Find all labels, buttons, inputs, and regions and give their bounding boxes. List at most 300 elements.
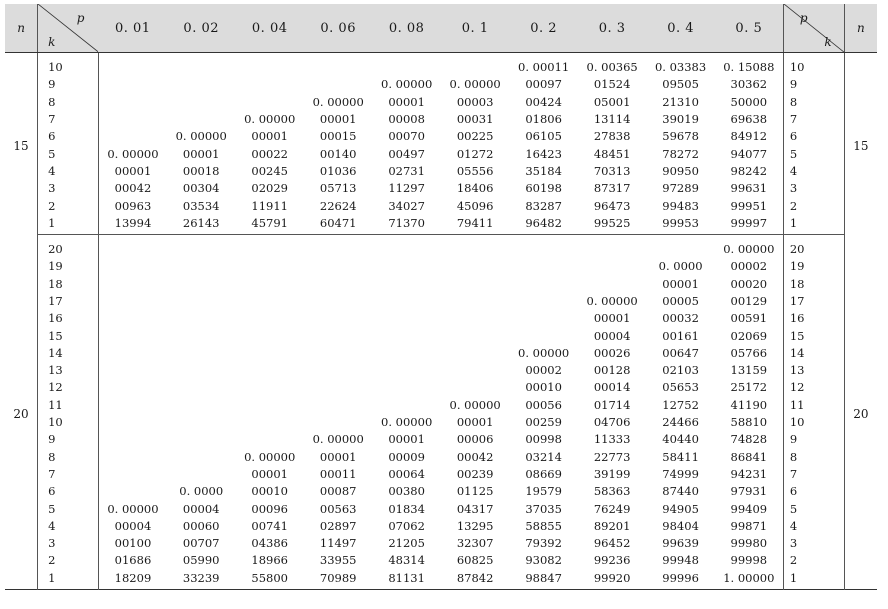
n-value-right: 20 [844, 234, 877, 589]
probability-cell: 00004 [593, 328, 631, 343]
probability-cell: 59678 [662, 129, 699, 144]
probability-cell [235, 327, 303, 344]
table-row [5, 327, 877, 344]
probability-cell [304, 276, 372, 293]
table-row [5, 276, 877, 293]
p-header-0: 0. 01 [98, 4, 166, 53]
probability-cell: 0. 00000 [107, 146, 159, 161]
probability-cell: 58411 [662, 449, 699, 464]
k-value-left: 13 [38, 362, 99, 379]
p-header-4: 0. 08 [372, 4, 440, 53]
probability-cell: 00128 [593, 363, 631, 378]
probability-cell: 33955 [319, 553, 357, 568]
p-header-8: 0. 4 [646, 4, 714, 53]
probability-cell: 01806 [525, 112, 562, 127]
probability-cell: 00005 [662, 294, 699, 308]
probability-cell: 0. 00000 [449, 397, 501, 412]
probability-cell [372, 53, 440, 77]
probability-cell: 01272 [456, 146, 494, 161]
k-value-left: 20 [38, 234, 99, 258]
probability-cell [98, 379, 166, 396]
k-value-left: 1 [38, 215, 99, 235]
k-value-right: 20 [783, 234, 844, 258]
table-row [5, 197, 877, 214]
probability-cell: 22624 [319, 198, 357, 213]
k-value-right: 18 [783, 276, 844, 293]
probability-cell: 0. 00000 [723, 242, 775, 257]
table-row [5, 518, 877, 535]
binomial-table-page [5, 4, 877, 590]
probability-cell: 02069 [730, 328, 768, 343]
probability-cell [98, 128, 166, 145]
probability-cell: 00259 [525, 415, 562, 430]
probability-cell [235, 94, 303, 111]
probability-cell [235, 76, 303, 93]
k-value-right: 7 [783, 466, 844, 483]
probability-cell: 0. 00000 [518, 345, 570, 360]
probability-cell [372, 345, 440, 362]
probability-cell [235, 53, 303, 77]
probability-cell: 93082 [525, 553, 562, 568]
k-value-right: 9 [783, 431, 844, 448]
probability-cell: 00161 [662, 328, 699, 343]
table-row [5, 180, 877, 197]
probability-cell: 0. 0000 [179, 484, 224, 499]
probability-cell [235, 362, 303, 379]
probability-cell: 00001 [251, 466, 288, 481]
probability-cell: 60825 [456, 553, 494, 568]
probability-cell: 00064 [388, 466, 425, 481]
probability-cell: 00070 [388, 129, 425, 144]
probability-cell: 48314 [388, 553, 425, 568]
probability-cell: 58855 [525, 518, 562, 533]
probability-cell [235, 310, 303, 327]
probability-cell [304, 414, 372, 431]
probability-cell: 09505 [662, 77, 699, 92]
probability-cell: 81131 [388, 570, 425, 585]
p-header-2: 0. 04 [235, 4, 303, 53]
n-value-right: 15 [844, 53, 877, 235]
probability-cell: 32307 [456, 536, 494, 551]
table-row [5, 379, 877, 396]
probability-cell: 01125 [456, 484, 494, 499]
probability-cell: 03534 [182, 198, 220, 213]
probability-cell [304, 362, 372, 379]
probability-cell: 98242 [730, 163, 768, 178]
probability-cell: 0. 00000 [175, 129, 227, 144]
probability-cell: 07062 [388, 518, 425, 533]
probability-cell [441, 293, 509, 310]
probability-cell [98, 293, 166, 310]
probability-cell [167, 397, 235, 414]
p-header-6: 0. 2 [509, 4, 577, 53]
probability-cell: 99236 [593, 553, 631, 568]
k-value-left: 1 [38, 570, 99, 590]
probability-cell [304, 293, 372, 310]
p-header-3: 0. 06 [304, 4, 372, 53]
probability-cell: 0. 00000 [312, 432, 364, 447]
p-header-1: 0. 02 [167, 4, 235, 53]
probability-cell: 98404 [662, 518, 699, 533]
probability-cell: 00004 [182, 501, 220, 516]
probability-cell: 00042 [456, 449, 494, 464]
probability-cell [441, 327, 509, 344]
probability-cell: 13994 [98, 215, 166, 235]
probability-cell: 00056 [525, 397, 562, 412]
probability-cell [98, 53, 166, 77]
probability-cell [372, 258, 440, 275]
probability-cell: 05001 [593, 94, 631, 109]
probability-cell: 00001 [388, 94, 425, 109]
table-row [5, 145, 877, 162]
probability-cell: 78272 [662, 146, 699, 161]
k-value-left: 9 [38, 76, 99, 93]
k-value-right: 11 [783, 397, 844, 414]
k-value-right: 8 [783, 94, 844, 111]
probability-cell: 55800 [251, 570, 288, 585]
k-value-left: 5 [38, 500, 99, 517]
probability-cell: 00245 [251, 163, 288, 178]
k-value-left: 4 [38, 163, 99, 180]
probability-cell: 99997 [715, 215, 783, 235]
probability-cell [304, 234, 372, 258]
k-value-right: 15 [783, 327, 844, 344]
probability-cell [235, 379, 303, 396]
probability-cell: 0. 03383 [654, 60, 707, 75]
probability-cell [98, 466, 166, 483]
n-value-left: 20 [5, 234, 38, 589]
k-value-right: 6 [783, 128, 844, 145]
probability-cell: 00010 [525, 380, 562, 395]
probability-cell: 00008 [388, 112, 425, 127]
probability-cell [167, 362, 235, 379]
probability-cell [578, 276, 646, 293]
probability-cell: 0. 00000 [586, 294, 638, 308]
p-k-diagonal-header-left [38, 4, 99, 53]
probability-cell: 04386 [251, 536, 288, 551]
table-row [5, 310, 877, 327]
probability-cell: 34027 [388, 198, 425, 213]
probability-cell: 00140 [319, 146, 357, 161]
probability-cell: 69638 [730, 112, 768, 127]
probability-cell: 01036 [319, 163, 357, 178]
k-value-right: 10 [783, 414, 844, 431]
probability-cell [304, 327, 372, 344]
probability-cell: 00020 [730, 276, 768, 291]
probability-cell [167, 53, 235, 77]
probability-cell: 00998 [525, 432, 562, 447]
probability-cell: 05653 [662, 380, 699, 395]
probability-cell: 0. 00365 [586, 60, 638, 75]
probability-cell: 39199 [593, 466, 631, 481]
probability-cell [304, 258, 372, 275]
probability-cell: 0. 00000 [244, 112, 296, 127]
probability-cell: 79392 [525, 536, 562, 551]
probability-cell: 0. 0000 [658, 259, 703, 274]
k-value-left: 2 [38, 197, 99, 214]
k-value-right: 17 [783, 293, 844, 310]
probability-cell: 00001 [456, 415, 494, 430]
table-row [5, 414, 877, 431]
probability-cell: 11333 [593, 432, 631, 447]
probability-cell [578, 234, 646, 258]
probability-cell: 00002 [730, 259, 768, 274]
n-header-right: n [844, 4, 877, 53]
probability-cell: 00096 [251, 501, 288, 516]
probability-cell: 87842 [456, 570, 494, 585]
k-value-left: 19 [38, 258, 99, 275]
probability-cell: 00424 [525, 94, 562, 109]
probability-cell: 40440 [662, 432, 699, 447]
probability-cell [167, 94, 235, 111]
probability-cell: 00097 [525, 77, 562, 92]
k-value-right: 6 [783, 483, 844, 500]
probability-cell: 99951 [730, 198, 768, 213]
probability-cell [304, 397, 372, 414]
probability-cell [509, 327, 577, 344]
k-value-right: 4 [783, 163, 844, 180]
probability-cell: 41190 [730, 397, 768, 412]
k-value-right: 16 [783, 310, 844, 327]
probability-cell: 04706 [593, 415, 631, 430]
probability-cell: 96473 [593, 198, 631, 213]
header-row [5, 4, 877, 53]
probability-cell: 0. 00000 [244, 449, 296, 464]
table-row [5, 500, 877, 517]
table-row [5, 570, 877, 590]
probability-cell [372, 379, 440, 396]
probability-cell [98, 276, 166, 293]
k-value-left: 11 [38, 397, 99, 414]
table-row [5, 111, 877, 128]
probability-cell [304, 310, 372, 327]
probability-cell: 94905 [662, 501, 699, 516]
probability-cell: 00001 [593, 311, 631, 326]
probability-cell: 30362 [730, 77, 768, 92]
probability-cell: 00032 [662, 311, 699, 326]
p-header-5: 0. 1 [441, 4, 509, 53]
probability-cell: 87440 [662, 484, 699, 499]
probability-cell [441, 276, 509, 293]
p-header-7: 0. 3 [578, 4, 646, 53]
k-value-left: 7 [38, 111, 99, 128]
probability-cell: 97289 [662, 181, 699, 196]
k-label-right: k [824, 35, 832, 49]
k-value-right: 19 [783, 258, 844, 275]
table-body [5, 53, 877, 590]
probability-cell [167, 449, 235, 466]
probability-cell [509, 258, 577, 275]
probability-cell [509, 310, 577, 327]
probability-cell: 00087 [319, 484, 357, 499]
probability-cell: 00497 [388, 146, 425, 161]
probability-cell: 04317 [456, 501, 494, 516]
k-value-left: 18 [38, 276, 99, 293]
probability-cell: 70313 [593, 163, 631, 178]
n-header-left: n [5, 4, 38, 53]
probability-cell: 00042 [114, 181, 152, 196]
probability-cell: 37035 [525, 501, 562, 516]
table-row [5, 449, 877, 466]
probability-cell: 22773 [593, 449, 631, 464]
probability-cell: 00129 [730, 294, 768, 308]
probability-cell: 21310 [662, 94, 699, 109]
probability-cell [235, 414, 303, 431]
probability-cell [167, 379, 235, 396]
probability-cell: 16423 [525, 146, 562, 161]
probability-cell [304, 345, 372, 362]
probability-cell: 45791 [235, 215, 303, 235]
probability-cell: 97931 [730, 484, 768, 499]
probability-cell: 01524 [593, 77, 631, 92]
k-value-right: 5 [783, 500, 844, 517]
probability-cell: 39019 [662, 112, 699, 127]
k-value-left: 3 [38, 535, 99, 552]
probability-cell [441, 258, 509, 275]
probability-cell [98, 397, 166, 414]
probability-cell: 60471 [304, 215, 372, 235]
k-value-right: 9 [783, 76, 844, 93]
probability-cell: 00009 [388, 449, 425, 464]
table-row [5, 128, 877, 145]
probability-cell [441, 234, 509, 258]
probability-cell: 00963 [114, 198, 152, 213]
probability-cell: 00003 [456, 94, 494, 109]
probability-cell [235, 234, 303, 258]
probability-cell: 11497 [319, 536, 357, 551]
probability-cell [167, 111, 235, 128]
probability-cell: 05713 [319, 181, 357, 196]
probability-cell: 0. 00000 [312, 94, 364, 109]
k-value-left: 8 [38, 449, 99, 466]
probability-cell: 0. 15088 [723, 60, 775, 75]
probability-cell: 05766 [730, 345, 768, 360]
probability-cell [441, 345, 509, 362]
k-value-right: 12 [783, 379, 844, 396]
probability-cell: 99980 [730, 536, 768, 551]
probability-cell [98, 483, 166, 500]
probability-cell [578, 258, 646, 275]
probability-cell [98, 258, 166, 275]
probability-cell: 02897 [319, 518, 357, 533]
probability-cell [167, 234, 235, 258]
probability-cell: 02029 [251, 181, 288, 196]
probability-cell: 76249 [593, 501, 631, 516]
probability-cell [304, 53, 372, 77]
probability-cell: 13159 [730, 363, 768, 378]
probability-cell: 05990 [182, 553, 220, 568]
probability-cell: 27838 [593, 129, 631, 144]
probability-cell: 26143 [167, 215, 235, 235]
k-value-right: 5 [783, 145, 844, 162]
probability-cell: 89201 [593, 518, 631, 533]
probability-cell [98, 94, 166, 111]
table-row [5, 293, 877, 310]
k-value-right: 10 [783, 53, 844, 77]
probability-cell: 99920 [593, 570, 631, 585]
k-value-left: 10 [38, 414, 99, 431]
probability-cell: 50000 [730, 94, 768, 109]
probability-cell [98, 362, 166, 379]
probability-cell: 25172 [730, 380, 768, 395]
k-value-left: 12 [38, 379, 99, 396]
probability-cell [167, 293, 235, 310]
probability-cell: 11911 [251, 198, 288, 213]
probability-cell: 90950 [662, 163, 699, 178]
probability-cell [441, 362, 509, 379]
p-k-diagonal-header-right [783, 4, 844, 53]
probability-cell: 00563 [319, 501, 357, 516]
probability-cell: 06105 [525, 129, 562, 144]
probability-cell [372, 234, 440, 258]
probability-cell [509, 276, 577, 293]
probability-cell: 74828 [730, 432, 768, 447]
k-value-left: 9 [38, 431, 99, 448]
probability-cell: 00010 [251, 484, 288, 499]
table-row [5, 483, 877, 500]
probability-cell: 00380 [388, 484, 425, 499]
probability-cell: 58810 [730, 415, 768, 430]
probability-cell: 02731 [388, 163, 425, 178]
k-value-left: 6 [38, 483, 99, 500]
probability-cell [372, 327, 440, 344]
probability-cell: 00015 [319, 129, 357, 144]
table-row [5, 466, 877, 483]
probability-cell: 0. 00011 [518, 60, 570, 75]
probability-cell: 13295 [456, 518, 494, 533]
probability-cell: 00014 [593, 380, 631, 395]
probability-cell: 00001 [319, 112, 357, 127]
probability-cell: 00001 [662, 276, 699, 291]
p-label-right: p [799, 11, 808, 25]
probability-cell: 35184 [525, 163, 562, 178]
probability-cell [509, 293, 577, 310]
probability-cell: 05556 [456, 163, 494, 178]
probability-cell [167, 327, 235, 344]
table-row [5, 397, 877, 414]
probability-cell: 94077 [730, 146, 768, 161]
table-row [5, 94, 877, 111]
p-header-9: 0. 5 [715, 4, 783, 53]
probability-cell: 01834 [388, 501, 425, 516]
binomial-probability-table [5, 4, 877, 590]
table-row [5, 552, 877, 569]
probability-cell [441, 53, 509, 77]
probability-cell: 12752 [662, 397, 699, 412]
probability-cell: 18209 [114, 570, 152, 585]
k-value-right: 1 [783, 570, 844, 590]
probability-cell: 96482 [509, 215, 577, 235]
probability-cell [98, 234, 166, 258]
probability-cell [235, 431, 303, 448]
p-label-left: p [76, 11, 85, 25]
probability-cell: 00741 [251, 518, 288, 533]
probability-cell [167, 310, 235, 327]
k-value-left: 4 [38, 518, 99, 535]
table-row [5, 431, 877, 448]
k-value-right: 13 [783, 362, 844, 379]
probability-cell: 00011 [319, 466, 357, 481]
k-label-left: k [48, 35, 56, 49]
probability-cell: 00001 [182, 146, 220, 161]
probability-cell: 00001 [251, 129, 288, 144]
probability-cell: 70989 [319, 570, 357, 585]
probability-cell: 18406 [456, 181, 494, 196]
probability-cell: 0. 00000 [107, 501, 159, 516]
probability-cell [98, 431, 166, 448]
probability-cell: 96452 [593, 536, 631, 551]
probability-cell: 08669 [525, 466, 562, 481]
